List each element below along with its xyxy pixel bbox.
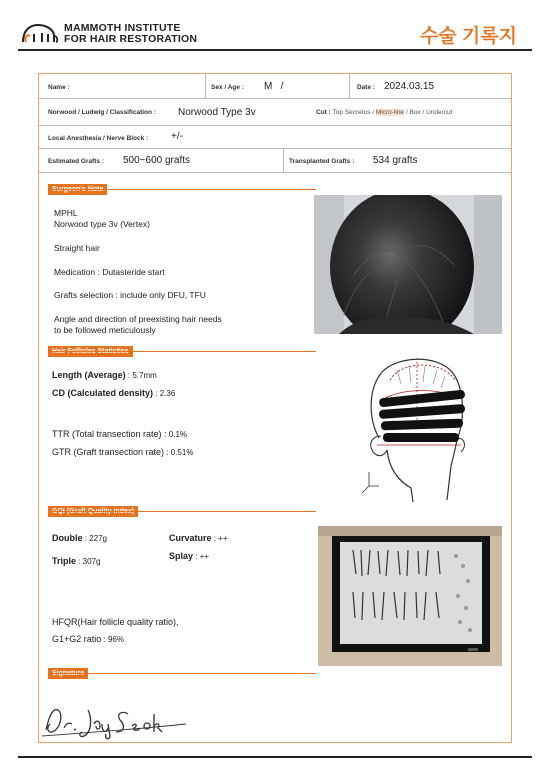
splay-label: Splay [169,551,194,561]
mammoth-logo-icon [20,22,60,44]
splay-value: : ++ [193,552,210,561]
anesthesia-value: +/- [171,131,183,142]
date-value: 2024.03.15 [384,81,435,92]
cut-field: Cut : Top Secretus / Micro-line / Box / Undercut [316,109,453,116]
ttr-stat [52,429,187,439]
gtr-value: : 0.51% [164,448,194,457]
surgeon-note-rule [48,189,316,190]
cut-option-undercut: Undercut [426,109,453,116]
splay-stat [169,551,209,561]
note-line-1: MPHL [54,208,78,218]
note-line-4: Medication : Dutasteride start [54,267,165,277]
info-row-grafts [39,148,511,173]
double-stat [52,533,107,543]
density-value: : 2.36 [153,389,176,398]
document-title: 수술 기록지 [419,26,517,47]
estimated-grafts-label: Estimated Grafts : [48,158,104,165]
triple-label: Triple [52,556,77,566]
hfqr-stat: HFQR(Hair follicle quality ratio), [52,617,179,627]
curvature-value: : ++ [211,534,228,543]
classification-value: Norwood Type 3v [178,107,256,118]
length-value: : 5.7mm [125,371,157,380]
g12-stat [52,634,124,644]
classification-label: Norwood / Ludwig / Classification : [48,109,156,116]
transplanted-grafts-label: Transplanted Grafts : [289,158,355,165]
donor-area-head-diagram [357,350,477,502]
note-line-3: Straight hair [54,243,100,253]
follicle-stats-rule [48,351,316,352]
logo-line-1: MAMMOTH INSTITUTE [64,22,181,34]
transplanted-grafts-value: 534 grafts [373,155,418,166]
density-label: CD (Calculated density) [52,388,154,398]
gtr-stat [52,447,193,457]
note-line-6: Angle and direction of preexisting hair needs [54,314,222,324]
name-label: Name : [48,84,70,91]
estimated-grafts-value: 500~600 grafts [123,155,190,166]
footer-divider [18,756,532,758]
g12-value: : 96% [101,635,124,644]
note-line-7: to be followed meticulously [54,325,156,335]
info-row-classification [39,98,511,126]
date-label: Date : [357,84,376,91]
triple-stat [52,556,100,566]
sexage-value: M / [264,81,284,92]
cut-option-micro-line: Micro-line [375,109,405,116]
curvature-label: Curvature [169,533,212,543]
signature-rule [48,673,316,674]
density-stat [52,388,175,398]
institute-logo-text [64,23,197,45]
row1-sep-2 [349,74,350,98]
cut-label: Cut : [316,109,331,116]
scalp-vertex-photo [314,195,502,334]
gtr-label: GTR (Graft transection rate) [52,447,165,457]
curvature-stat [169,533,228,543]
doctor-signature-image [40,700,190,740]
record-frame [38,73,512,743]
grafts-monitor-photo [318,526,502,666]
note-line-5: Grafts selection : include only DFU, TFU [54,290,206,300]
info-row-anesthesia [39,125,511,149]
cut-option-top-secretus: Top Secretus [332,109,371,116]
anesthesia-label: Local Anesthesia / Nerve Block : [48,135,149,142]
g12-label: G1+G2 ratio [52,634,102,644]
gqi-rule [48,511,316,512]
header-divider [18,49,532,51]
length-stat [52,370,157,380]
length-label: Length (Average) [52,370,126,380]
cut-option-box: Box [409,109,421,116]
row4-sep [283,148,284,172]
info-row-name [39,74,511,99]
double-value: : 227g [82,534,107,543]
ttr-label: TTR (Total transection rate) : [52,429,167,439]
double-label: Double [52,533,83,543]
triple-value: : 307g [76,557,101,566]
logo-line-2: FOR HAIR RESTORATION [64,33,198,45]
sexage-label: Sex / Age : [211,84,244,91]
note-line-2: Norwood type 3v (Vertex) [54,219,150,229]
ttr-value: 0.1% [166,430,188,439]
row1-sep-1 [205,74,206,98]
